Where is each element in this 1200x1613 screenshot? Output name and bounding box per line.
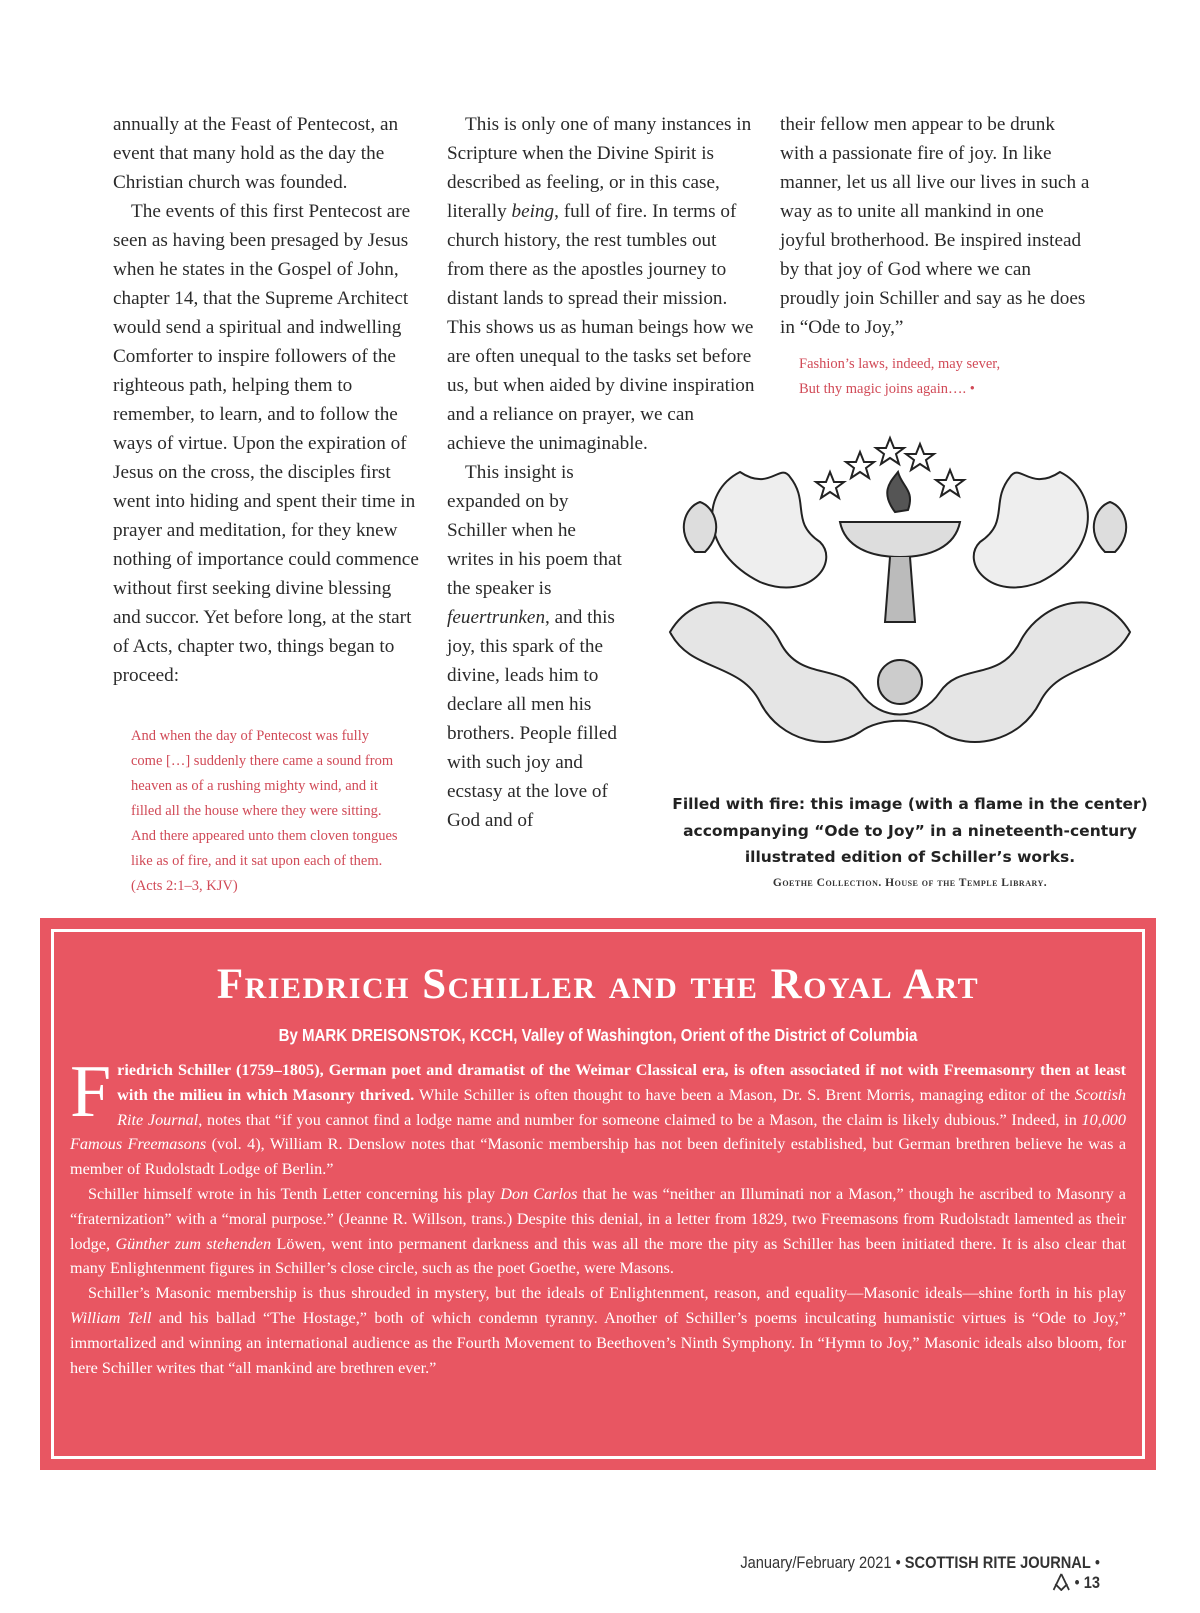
sidebar-paragraph-3: Schiller’s Masonic membership is thus shrouded in mystery, but the ideals of Enlightenment, reason, and equality—Masonic ideals—shine forth in his play William Tell and his ballad “The Hostage,” both of which condemn tyranny. Another of Schiller’s poems inculcating humanistic virtues is “Ode to Joy,” immortalized and winning an international audience as the Fourth Movement to Beethoven’s Ninth Symphony. In “Hymn to Joy,” Masonic ideals also bloom, for here Schiller writes that “all mankind are brethren ever.”	[70, 1284, 1127, 1377]
square-compass-icon	[1052, 1573, 1071, 1591]
swan-right	[974, 472, 1088, 587]
footer-issue: January/February 2021	[740, 1553, 892, 1572]
column-1	[113, 110, 423, 690]
brazier-bowl	[840, 522, 960, 557]
star-icon	[876, 438, 904, 464]
figure-credit: Goethe Collection. House of the Temple Library.	[772, 877, 1048, 889]
star-icon	[906, 444, 934, 470]
col2-paragraph-1: This is only one of many instances in Scripture when the Divine Spirit is described as feeling, or in this case, literally being, full of fire. In terms of church history, the rest tumbles out from there as the apostles journey to distant lands to spread their mission. This shows us as human beings how we are often unequal to the tasks set before us, but when aided by divine inspiration and a reliance on prayer, we can achieve the unimaginable.	[447, 114, 755, 454]
column-3	[780, 110, 1090, 342]
col1-paragraph-2: The events of this first Pentecost are seen as having been presaged by Jesus when he states in the Gospel of John, chapter 14, that the Supreme Architect would send a spiritual and indwelling Comforter to inspire followers of the righteous path, helping them to remember, to learn, and to follow the ways of virtue. Upon the expiration of Jesus on the cross, the disciples first went into hiding and spent their time in prayer and meditation, for they knew nothing of importance could commence without first seeking divine blessing and succor. Yet before long, at the start of Acts, chapter two, things began to proceed:	[113, 201, 419, 686]
ode-quote-line-2: But thy magic joins again…. •	[799, 381, 975, 397]
acts-quote: And when the day of Pentecost was fully come […] suddenly there came a sound from heaven as of a rushing mighty wind, and it filled all the house where they were sitting. And there appeared unto them cloven tongues like as of fire, and it sat upon each of them. (Acts 2:1–3, KJV)	[131, 728, 398, 894]
page-footer: January/February 2021 • SCOTTISH RITE JOURNAL • • 13	[740, 1553, 1100, 1592]
col2-paragraph-2: This insight is expanded on by Schiller when he writes in his poem that the speaker is feuertrunken, and this joy, this spark of the divine, leads him to declare all men his brothers. People filled with such joy and ecstasy at the love of God and of	[447, 462, 622, 831]
palmette-right	[1094, 502, 1126, 552]
flame-icon	[887, 472, 910, 512]
swan-left	[712, 472, 826, 587]
palmette-left	[684, 502, 716, 552]
star-icon	[846, 452, 874, 478]
col1-paragraph-1: annually at the Feast of Pentecost, an event that many hold as the day the Christian church was founded.	[113, 114, 399, 193]
star-icon	[816, 472, 844, 498]
figure-caption: Filled with fire: this image (with a flame in the center) accompanying “Ode to Joy” in a nineteenth-century illustrated edition of Schiller’s works.	[672, 795, 1148, 866]
ode-quote-line-1: Fashion’s laws, indeed, may sever,	[799, 356, 1001, 372]
engraving-illustration	[640, 432, 1160, 772]
sidebar-title: Friedrich Schiller and the Royal Art	[216, 961, 980, 1008]
sidebar-paragraph-2: Schiller himself wrote in his Tenth Letter concerning his play Don Carlos that he was “neither an Illuminati nor a Mason,” though he ascribed to Masonry a “fraternization” with a “moral purpose.” (Jeanne R. Willson, trans.) Despite this denial, in a letter from 1829, two Freemasons from Rudolstadt lamented as their lodge, Günther zum stehenden Löwen, went into permanent darkness and this was all the more the pity as Schiller has been initiated there. It is also clear that many Enlightenment figures in Schiller’s close circle, such as the poet Goethe, were Masons.	[70, 1184, 1126, 1278]
col3-paragraph-1: their fellow men appear to be drunk with a passionate fire of joy. In like manner, let us all live our lives in such a way as to unite all mankind in one joyful brotherhood. Be inspired instead by that joy of God where we can proudly join Schiller and say as he does in “Ode to Joy,”	[780, 114, 1090, 338]
sidebar-box	[40, 918, 1156, 1470]
ode-quote	[799, 352, 1059, 402]
sidebar-byline: By MARK DREISONSTOK, KCCH, Valley of Washington, Orient of the District of Columbia	[278, 1025, 918, 1045]
sidebar-body	[70, 1051, 1127, 1380]
footer-journal: SCOTTISH RITE JOURNAL	[904, 1553, 1091, 1572]
page-number: 13	[1083, 1573, 1100, 1592]
sidebar-paragraph-1: Friedrich Schiller (1759–1805), German poet and dramatist of the Weimar Classical era, is often associated if not with Freemasonry then at least with the milieu in which Masonry thrived. While Schiller is often thought to have been a Mason, Dr. S. Brent Morris, managing editor of the Scottish Rite Journal, notes that “if you cannot find a lodge name and number for someone claimed to be a Mason, the claim is likely dubious.” Indeed, in 10,000 Famous Freemasons (vol. 4), William R. Denslow notes that “Masonic membership has not been definitely established, but German brethren believe he was a member of Rudolstadt Lodge of Berlin.”	[70, 1051, 1127, 1179]
star-icon	[936, 470, 964, 496]
drop-cap: F	[70, 1051, 112, 1133]
